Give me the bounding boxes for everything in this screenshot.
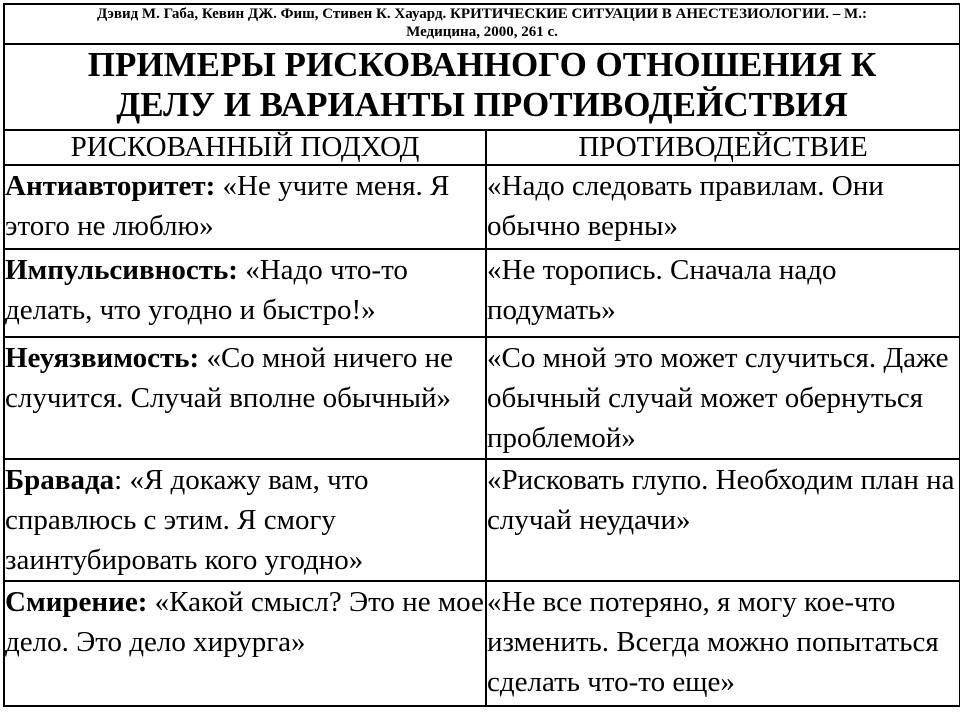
- column-header-row: [4, 130, 960, 165]
- column-header-risky: РИСКОВАННЫЙ ПОДХОД: [4, 130, 486, 165]
- counter-quote: «Не все потеряно, я могу кое-что изменить. Всегда можно попытаться сделать что-то еще»: [487, 586, 939, 698]
- source-line-1: Дэвид М. Габа, Кевин ДЖ. Фиш, Стивен К. Хауард. КРИТИЧЕСКИЕ СИТУАЦИИ В АНЕСТЕЗИОЛОГИИ. – М.:: [97, 6, 867, 22]
- source-citation: [4, 4, 960, 44]
- risky-cell: [4, 165, 486, 249]
- risky-cell: [4, 581, 486, 706]
- column-header-counter: ПРОТИВОДЕЙСТВИЕ: [486, 130, 960, 165]
- counter-cell: [486, 459, 960, 581]
- risky-quote: «Какой смысл? Это не мое дело. Это дело хирурга»: [5, 586, 484, 658]
- table-row: [4, 337, 960, 459]
- table-row: [4, 581, 960, 706]
- risky-cell: [4, 249, 486, 337]
- source-line-2: Медицина, 2000, 261 с.: [406, 24, 558, 40]
- risky-cell: [4, 337, 486, 459]
- counter-cell: [486, 249, 960, 337]
- attitude-term: Смирение:: [5, 586, 148, 618]
- attitude-term: Неуязвимость:: [5, 342, 200, 374]
- attitude-term: Импульсивность:: [5, 254, 238, 286]
- table-title: [4, 44, 960, 130]
- table-row: [4, 165, 960, 249]
- table-row: [4, 249, 960, 337]
- title-row: [4, 44, 960, 130]
- title-line-2: ДЕЛУ И ВАРИАНТЫ ПРОТИВОДЕЙСТВИЯ: [116, 85, 848, 124]
- risky-quote: «Надо что-то делать, что угодно и быстро!»: [5, 254, 408, 326]
- counter-cell: [486, 337, 960, 459]
- attitude-term: Антиавторитет:: [5, 170, 216, 202]
- counter-cell: [486, 165, 960, 249]
- attitude-term: Бравада: [5, 464, 115, 496]
- counter-quote: «Надо следовать правилам. Они обычно верны»: [487, 170, 884, 242]
- risky-quote: «Со мной ничего не случится. Случай вполне обычный»: [5, 342, 453, 414]
- counter-quote: «Не торопись. Сначала надо подумать»: [487, 254, 837, 326]
- source-row: [4, 4, 960, 44]
- title-line-1: ПРИМЕРЫ РИСКОВАННОГО ОТНОШЕНИЯ К: [87, 45, 877, 84]
- table-row: [4, 459, 960, 581]
- risky-cell: [4, 459, 486, 581]
- risky-quote: : «Я докажу вам, что справлюсь с этим. Я смогу заинтубировать кого угодно»: [5, 464, 369, 576]
- risky-attitudes-table: [3, 3, 960, 707]
- counter-quote: «Со мной это может случиться. Даже обычный случай может обернуться проблемой»: [487, 342, 949, 454]
- risky-quote: «Не учите меня. Я этого не люблю»: [5, 170, 450, 242]
- counter-quote: «Рисковать глупо. Необходим план на случай неудачи»: [487, 464, 955, 536]
- counter-cell: [486, 581, 960, 706]
